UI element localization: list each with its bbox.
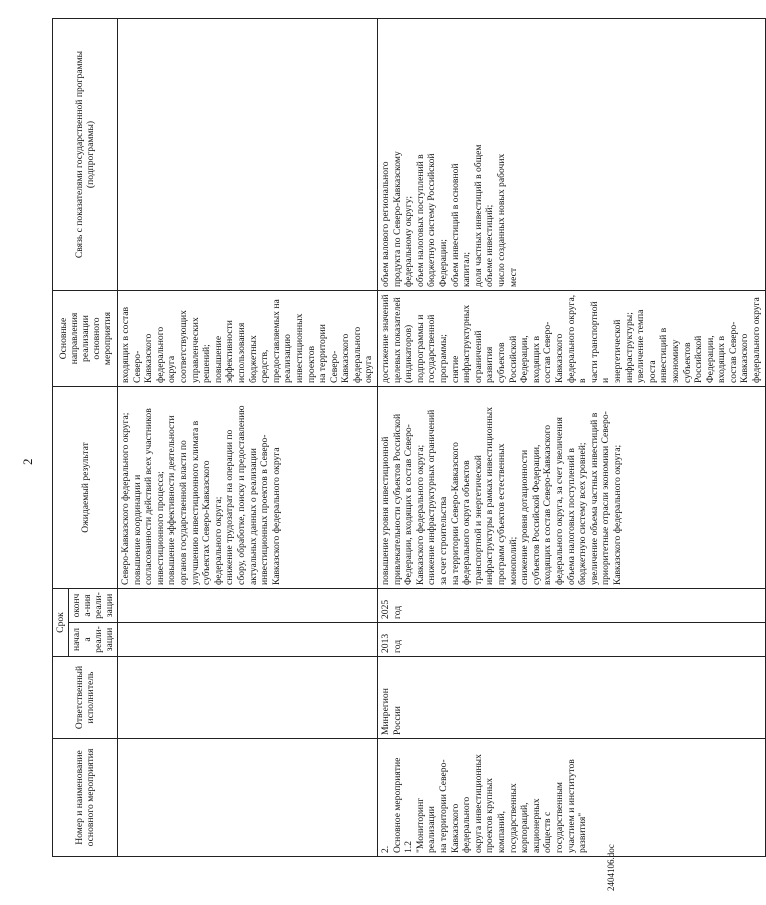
text-line: субъектах Северо-Кавказского: [201, 460, 213, 585]
text-line: привлекательности субъектов Российской: [391, 413, 403, 585]
text-line: снижение уровня дотационности: [519, 449, 531, 585]
text-line: федеральному округу;: [403, 196, 415, 287]
text-line: реализацию: [282, 334, 294, 383]
text-line: ограничений развития: [472, 330, 496, 383]
text-line: округа соответствующих: [166, 310, 189, 383]
text-line: Кавказского федерального округа;: [414, 444, 426, 585]
header-expected-result: Ожидаемый результат: [53, 387, 118, 589]
text-line: государственным: [553, 782, 565, 853]
row-result-cell: [378, 387, 766, 589]
text-line: управленческих решений;: [189, 317, 213, 383]
text-line: Федерации, входящих в: [704, 335, 728, 383]
text-line: государственной: [426, 314, 438, 383]
text-line: подпрограммы и: [414, 314, 426, 383]
header-term: Срок: [53, 589, 69, 657]
text-line: Федерации, входящих в: [519, 335, 542, 383]
text-line: субъектов Российской Федерации,: [530, 444, 542, 585]
header-directions: Основные направления реализации основного мероприятия: [53, 291, 118, 387]
text-line: округа инвестиционных: [472, 754, 484, 853]
text-line: средств, предоставляемых на: [259, 299, 282, 383]
header-number-name: Номер и наименование основного мероприятия: [53, 739, 118, 857]
text-line: "Мониторинг реализации: [414, 797, 438, 853]
text-line: инвестиционных проектов: [293, 313, 317, 383]
table-row: [378, 19, 766, 857]
text-line: сбору, обработке, поиску и предоставлению: [235, 405, 247, 585]
text-line: на территории Северо-: [438, 759, 450, 853]
text-line: повышение эффективности: [212, 320, 236, 383]
text-line: федерального округа: [751, 297, 763, 383]
row-executor-cell: [118, 657, 378, 739]
text-line: бюджетную систему всех уровней;: [577, 442, 589, 585]
text-line: округа: [363, 355, 375, 383]
text-line: продукта по Северо-Кавказскому: [391, 151, 403, 287]
text-line: объема налоговых поступлений в: [565, 448, 577, 585]
text-line: корпораций, акционерных: [519, 798, 542, 853]
text-line: программ субъектов естественных: [496, 443, 507, 585]
text-line: инвестиционного процесса;: [154, 471, 166, 585]
text-line: федерального округа объектов: [461, 460, 473, 585]
text-line: бюджетную систему Российской: [426, 153, 438, 287]
text-line: Кавказского федерального округа: [270, 447, 282, 585]
text-line: входящих в состав Северо-: [120, 306, 143, 383]
text-line: приоритетные отрасли экономики Северо-: [600, 411, 612, 585]
text-line: Северо-Кавказского федерального округа;: [120, 412, 131, 585]
text-line: объеме инвестиций;: [484, 204, 496, 287]
text-line: актуальных данных о реализации: [247, 448, 259, 585]
header-term-end: оконча-ния реали-зации: [69, 589, 118, 623]
text-line: снятие инфраструктурных: [449, 304, 473, 383]
text-line: состав Северо-Кавказского: [727, 321, 751, 383]
text-line: число созданных новых рабочих: [496, 153, 507, 287]
text-line: увеличение объема частных инвестиций в: [588, 412, 600, 585]
text-line: инвестиций в экономику: [658, 327, 681, 383]
text-line: объем налоговых поступлений в: [414, 154, 426, 287]
text-line: субъектов Российской: [681, 335, 705, 383]
text-line: федерального округа, в: [565, 294, 589, 383]
text-line: федерального округа;: [212, 496, 224, 585]
text-line: доля частных инвестиций в общем: [472, 144, 484, 287]
table-row: [118, 19, 378, 857]
text-line: части транспортной и: [588, 301, 612, 383]
page-number: 2: [20, 458, 35, 465]
row-name-lines: [392, 753, 589, 853]
text-line: инфраструктуры;: [623, 312, 635, 383]
row-directions-cell: [378, 291, 766, 387]
text-line: Кавказского федерального: [143, 326, 166, 383]
header-row: [53, 19, 69, 857]
text-line: достижение значений: [380, 294, 392, 383]
text-line: (индикаторов): [403, 324, 415, 383]
row-end-cell: 2025 год: [378, 589, 766, 623]
row-link-cell: [378, 19, 766, 291]
text-line: состав Северо-Кавказского: [542, 321, 565, 383]
text-line: Кавказского федерального округа;: [611, 444, 623, 585]
text-line: капитал;: [461, 251, 473, 287]
text-line: Федерации, входящих в состав Северо-: [403, 424, 415, 585]
text-line: объем валового регионального: [380, 161, 392, 287]
text-line: Кавказского федерального: [340, 326, 363, 383]
text-line: развития": [577, 812, 589, 853]
text-line: монополий;: [507, 536, 519, 585]
text-line: на территории Северо-: [317, 324, 340, 383]
text-line: государственных: [507, 783, 519, 853]
row-executor-cell: Минрегион России: [378, 657, 766, 739]
text-line: органов государственной власти по: [177, 440, 189, 585]
file-name: 2404106.doc: [606, 844, 616, 891]
row-start-cell: 2013 год: [378, 623, 766, 657]
row-end-cell: [118, 589, 378, 623]
text-line: энергетической: [611, 319, 623, 383]
text-line: инвестиционных проектов в Северо-: [259, 434, 271, 585]
row-result-cell: [118, 387, 378, 589]
text-line: объем инвестиций в основной: [449, 163, 461, 287]
header-link: Связь с показателями государственной программы (подпрограммы): [53, 19, 118, 291]
text-line: проектов крупных: [484, 777, 496, 853]
text-line: целевых показателей: [391, 297, 403, 383]
text-line: участием и институтов: [565, 759, 577, 853]
text-line: Кавказского федерального: [449, 796, 473, 853]
text-line: транспортной и энергетической: [472, 455, 484, 585]
text-line: программы;: [438, 334, 450, 383]
text-line: снижение инфраструктурных ограничений: [426, 409, 438, 585]
header-term-start: начала реали-зации: [69, 623, 118, 657]
text-line: на территории Северо-Кавказского: [449, 442, 461, 585]
text-line: улучшению инвестиционного климата в: [189, 420, 201, 585]
text-line: повышение координации и: [131, 474, 143, 585]
text-line: субъектов Российской: [496, 335, 519, 383]
text-line: Основное мероприятие 1.2: [391, 757, 415, 853]
text-line: согласованности действий всех участников: [143, 408, 155, 585]
text-line: увеличение темпа роста: [635, 309, 658, 383]
text-line: мест: [507, 267, 519, 287]
text-line: входящих в состав Северо-Кавказского: [542, 424, 554, 585]
row-number: 2.: [380, 845, 392, 853]
row-name-cell: [378, 739, 766, 857]
measures-table: [52, 18, 766, 857]
row-link-cell: [118, 19, 378, 291]
row-start-cell: [118, 623, 378, 657]
header-executor: Ответственный исполнитель: [53, 657, 118, 739]
text-line: обществ с: [542, 811, 554, 853]
row-directions-cell: [118, 291, 378, 387]
row-name-cell: [118, 739, 378, 857]
text-line: за счет строительства: [438, 496, 450, 585]
text-line: Федерации;: [438, 239, 450, 287]
text-line: повышение уровня инвестиционной: [380, 436, 392, 585]
text-line: снижение трудозатрат на операции по: [224, 429, 236, 585]
text-line: использования бюджетных: [235, 322, 259, 383]
text-line: федерального округа, за счет увеличения: [553, 417, 565, 585]
text-line: инфраструктуры в рамках инвестиционных: [484, 406, 496, 585]
text-line: повышение эффективности деятельности: [166, 415, 178, 585]
text-line: компаний,: [496, 810, 507, 853]
